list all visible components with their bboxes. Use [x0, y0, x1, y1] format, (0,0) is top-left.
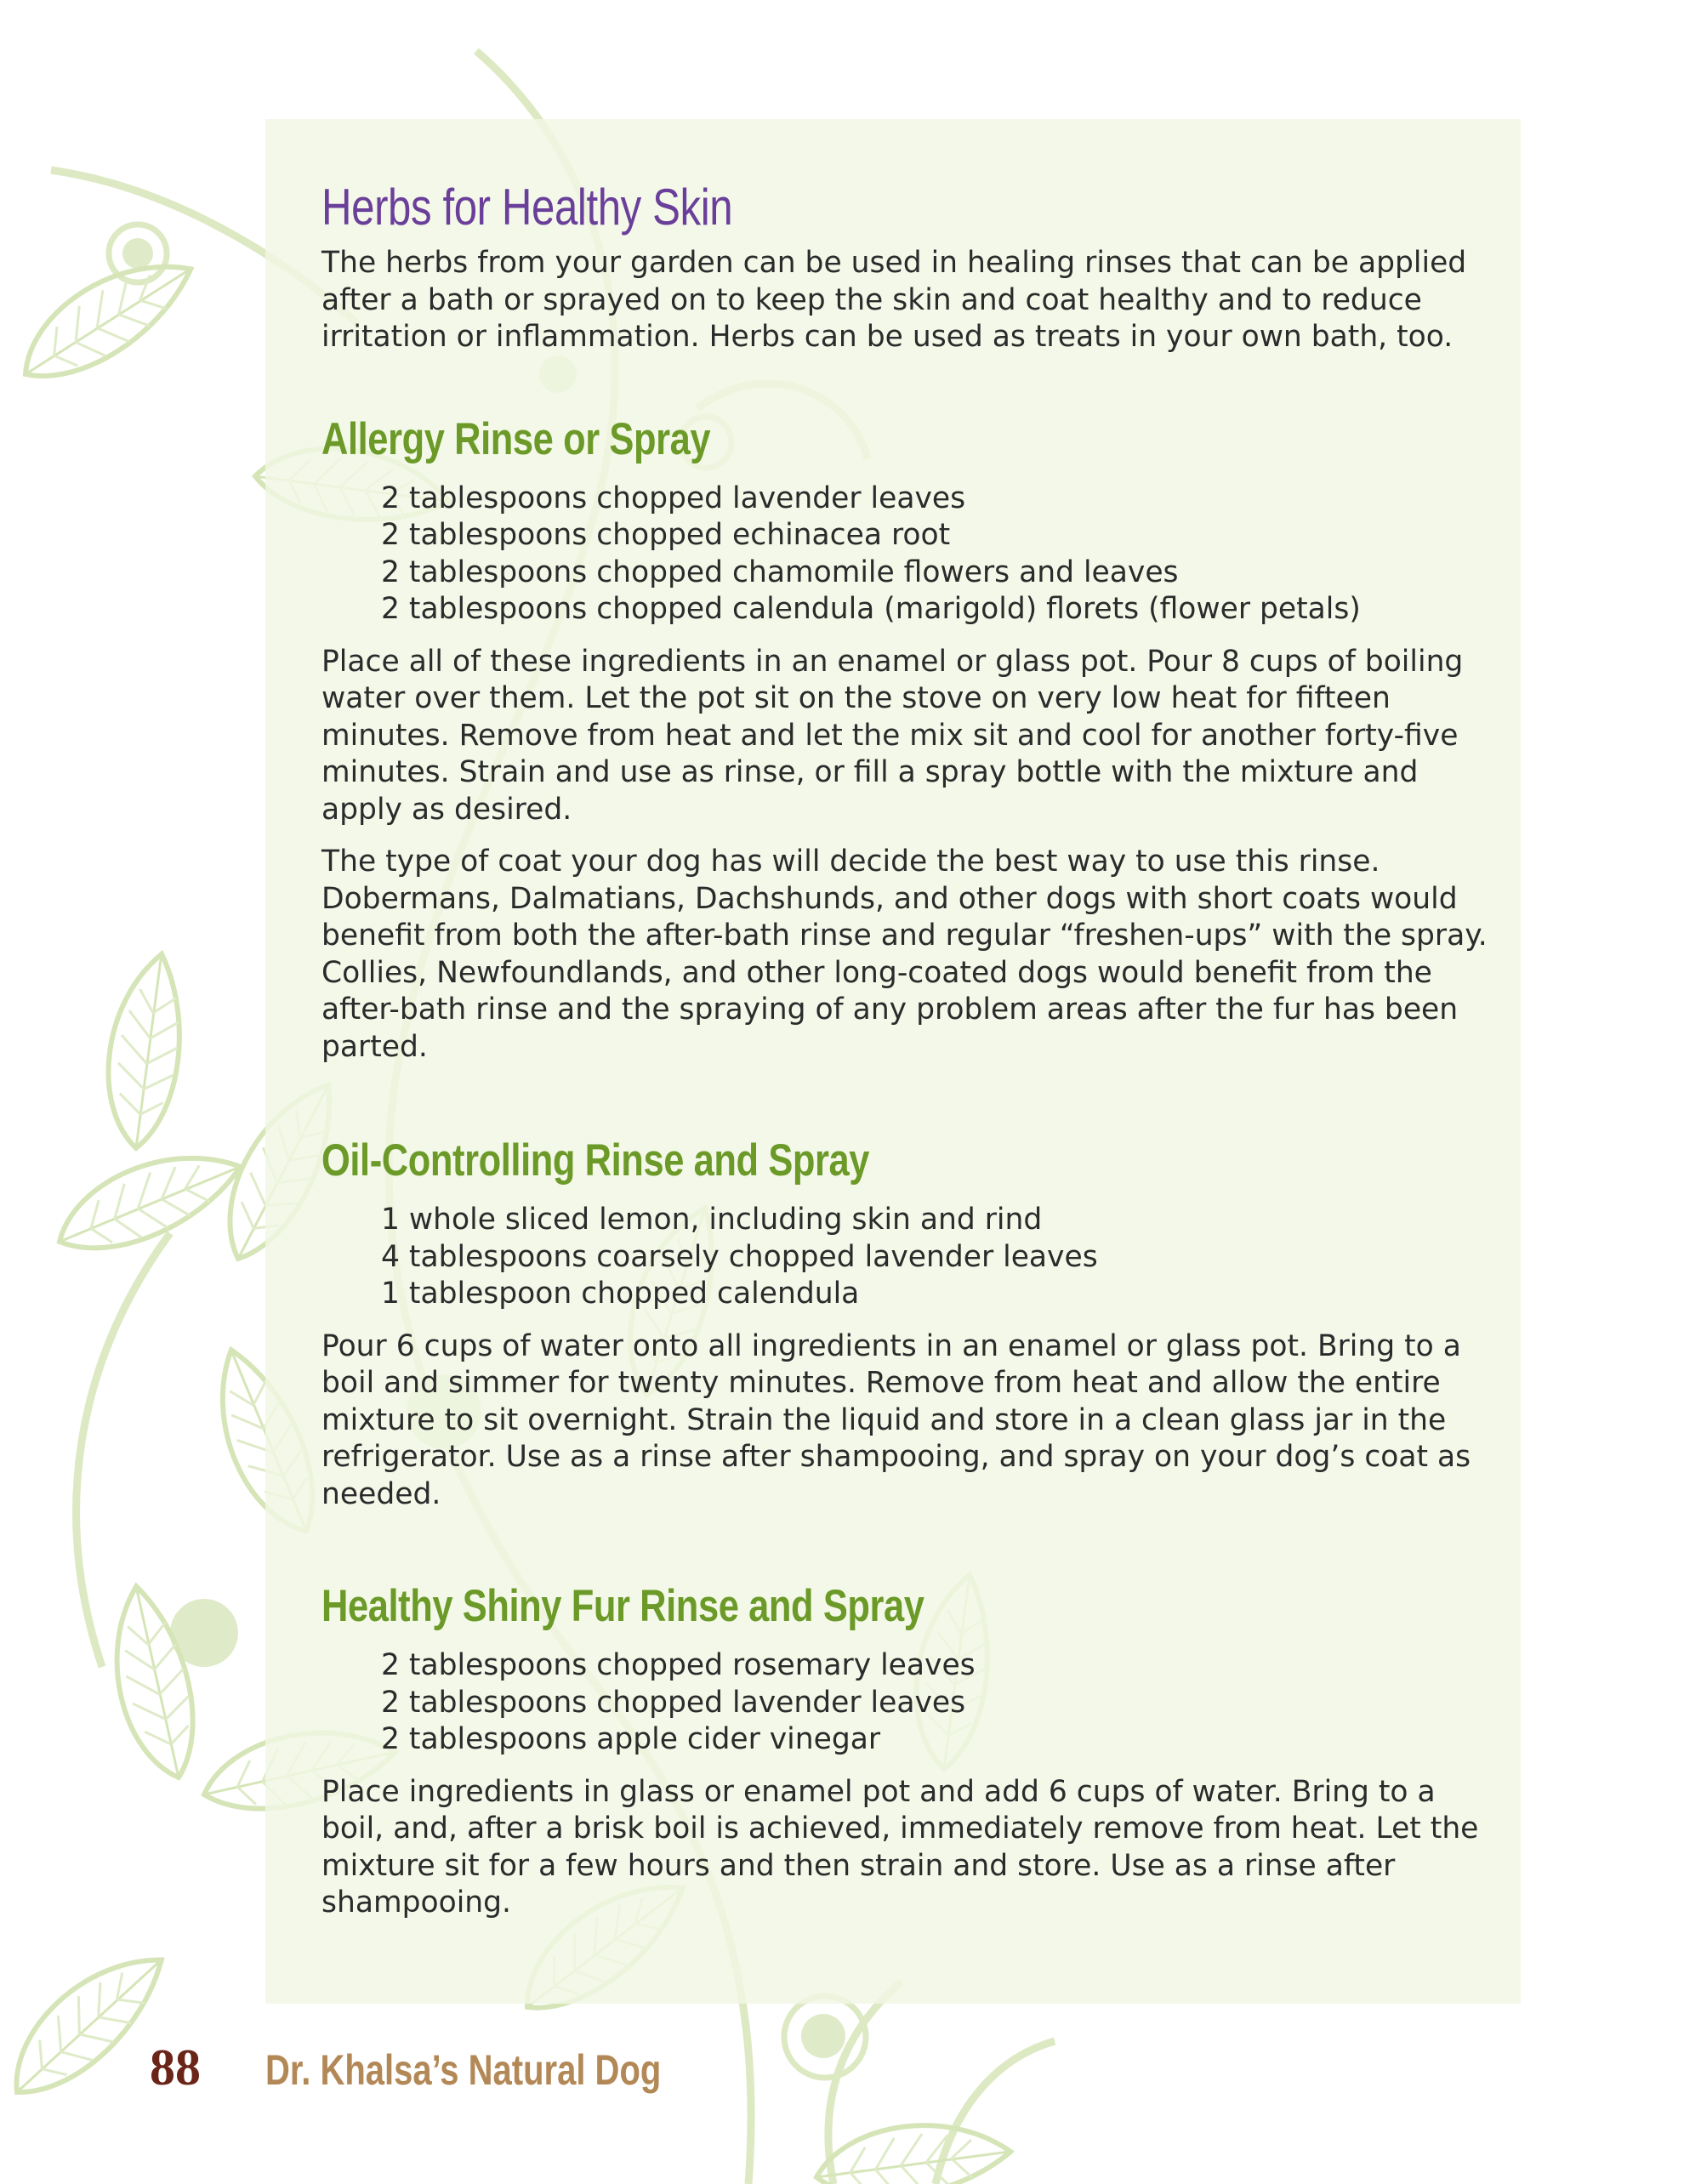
ingredient-item: 2 tablespoons chopped chamomile flowers and leaves	[381, 555, 1179, 589]
running-book-title: Dr. Khalsa’s Natural Dog	[265, 2046, 662, 2094]
ingredient-item: 2 tablespoons apple cider vinegar	[381, 1722, 881, 1756]
usage-paragraph: The type of coat your dog has will decide the best way to use this rinse. Dobermans, Dalmatians, Dachshunds, and other dogs with short coats would benefit from both the after-bath rinse and regular “freshen-ups” with the spray. Collies, Newfoundlands, and other long-coated dogs would benefit from the after-bath rinse and the spraying of any problem areas after the fur has been parted.	[321, 845, 1488, 1064]
instructions-paragraph: Place ingredients in glass or enamel pot and add 6 cups of water. Bring to a boil, and, after a brisk boil is achieved, immediately remove from heat. Let the mixture sit for a few hours and then strain and store. Use as a rinse after shampooing.	[321, 1774, 1479, 1920]
page-footer	[150, 2037, 1000, 2105]
recipe-title: Allergy Rinse or Spray	[321, 413, 711, 464]
ingredient-list	[321, 1647, 1488, 1759]
ingredient-item: 2 tablespoons chopped echinacea root	[381, 518, 951, 552]
ingredient-item: 4 tablespoons coarsely chopped lavender leaves	[381, 1239, 1098, 1274]
ingredient-item: 1 tablespoon chopped calendula	[381, 1277, 860, 1311]
ingredient-item: 2 tablespoons chopped rosemary leaves	[381, 1648, 976, 1682]
recipe-title: Oil-Controlling Rinse and Spray	[321, 1135, 870, 1186]
intro-paragraph: The herbs from your garden can be used in healing rinses that can be applied after a bath or sprayed on to keep the skin and coat healthy and to reduce irritation or inflammation. Herbs can be used as treats in your own bath, too.	[321, 246, 1467, 354]
ingredient-list	[321, 481, 1488, 628]
instructions-paragraph: Place all of these ingredients in an enamel or glass pot. Pour 8 cups of boiling water over them. Let the pot sit on the stove on very low heat for fifteen minutes. Remove from heat and let the mix sit and cool for another forty-five minutes. Strain and use as rinse, or fill a spray bottle with the mixture and apply as desired.	[321, 644, 1464, 827]
page-number: 88	[150, 2039, 201, 2096]
ingredient-item: 2 tablespoons chopped lavender leaves	[381, 1685, 966, 1720]
recipe-title: Healthy Shiny Fur Rinse and Spray	[321, 1581, 924, 1631]
page-title: Herbs for Healthy Skin	[321, 179, 733, 236]
ingredient-item: 2 tablespoons chopped lavender leaves	[381, 481, 966, 515]
recipe-oil-controlling-rinse	[321, 1129, 1488, 1513]
recipe-allergy-rinse	[321, 407, 1488, 1066]
instructions-paragraph: Pour 6 cups of water onto all ingredients in an enamel or glass pot. Bring to a boil and simmer for twenty minutes. Remove from heat and allow the entire mixture to sit overnight. Strain the liquid and store in a clean glass jar in the refrigerator. Use as a rinse after shampooing, and spray on your dog’s coat as needed.	[321, 1328, 1471, 1511]
recipe-shiny-fur-rinse	[321, 1574, 1488, 1922]
ingredient-item: 2 tablespoons chopped calendula (marigold) florets (flower petals)	[381, 592, 1361, 626]
article	[321, 170, 1488, 1922]
ingredient-item: 1 whole sliced lemon, including skin and rind	[381, 1203, 1043, 1237]
ingredient-list	[321, 1202, 1488, 1313]
